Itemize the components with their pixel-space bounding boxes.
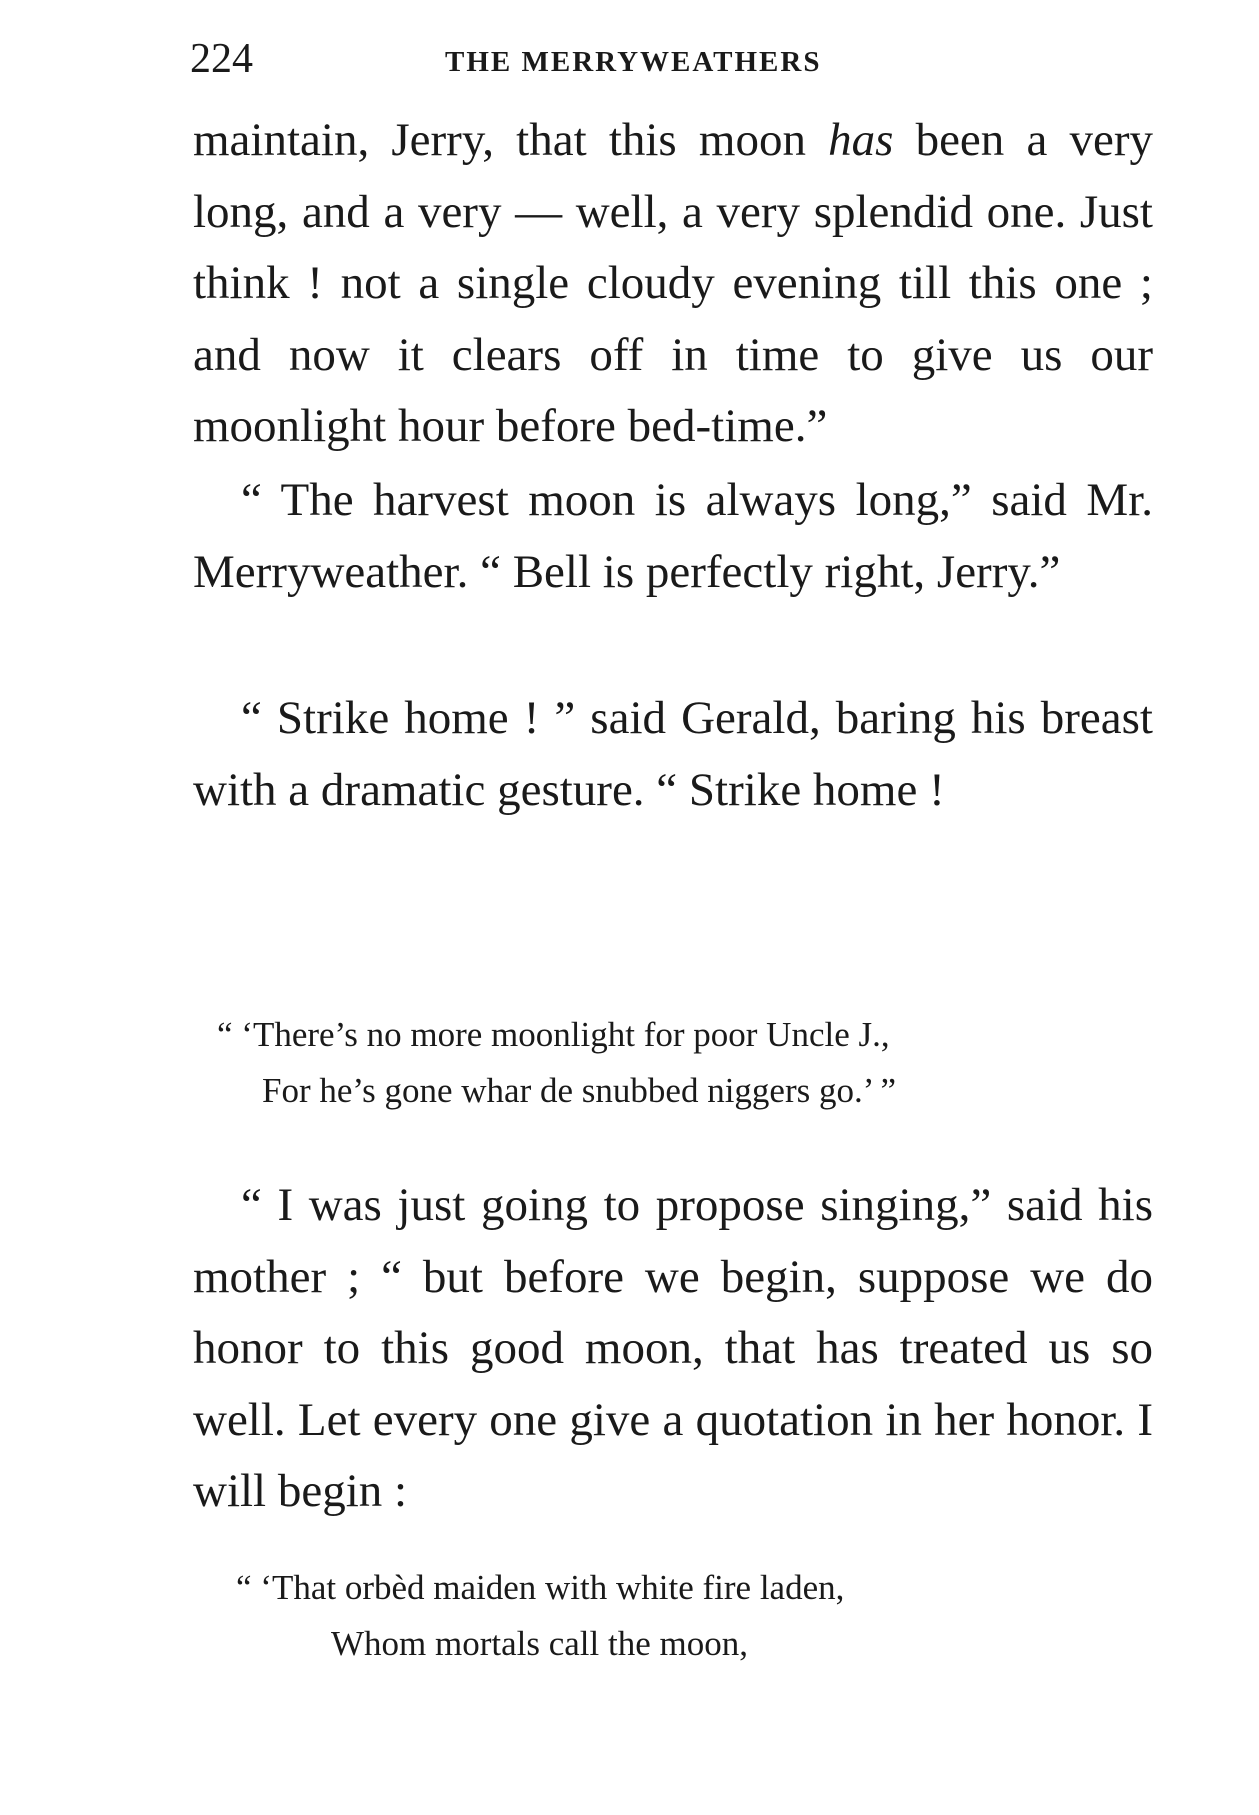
paragraph-1-emphasis: has [828, 114, 894, 166]
verse-quote-2 [236, 1560, 844, 1672]
paragraph-1-text-a: maintain, Jerry, that this moon [193, 114, 829, 166]
verse-1-line-2: For he’s gone whar de snubbed niggers go.’ ” [262, 1071, 897, 1110]
paragraph-2: “ The harvest moon is always long,” said Mr. Merryweather. “ Bell is perfectly right, Jerry.” [193, 474, 1153, 598]
paragraph-1-text-b: been a very long, and a very — well, a very splendid one. Just think ! not a single cloudy evening till this one ; and now it clears off in time to give us our moonlight hour before bed-time.” [193, 114, 1153, 452]
page-number: 224 [190, 36, 253, 82]
running-title: THE MERRYWEATHERS [445, 46, 822, 78]
verse-2-line-1: “ ‘That orbèd maiden with white fire laden, [236, 1568, 845, 1607]
verse-quote-1 [217, 1007, 896, 1119]
paragraph-4: “ I was just going to propose singing,” said his mother ; “ but before we begin, suppose we do honor to this good moon, that has treated us so well. Let every one give a quotation in her honor. I will begin : [193, 1179, 1153, 1517]
verse-1-line-1: “ ‘There’s no more moonlight for poor Uncle J., [217, 1015, 890, 1054]
running-head [190, 34, 910, 84]
paragraph-3: “ Strike home ! ” said Gerald, baring his breast with a dramatic gesture. “ Strike home ! [193, 692, 1153, 816]
paragraph-1 [193, 105, 1153, 463]
verse-2-line-2: Whom mortals call the moon, [331, 1624, 748, 1663]
